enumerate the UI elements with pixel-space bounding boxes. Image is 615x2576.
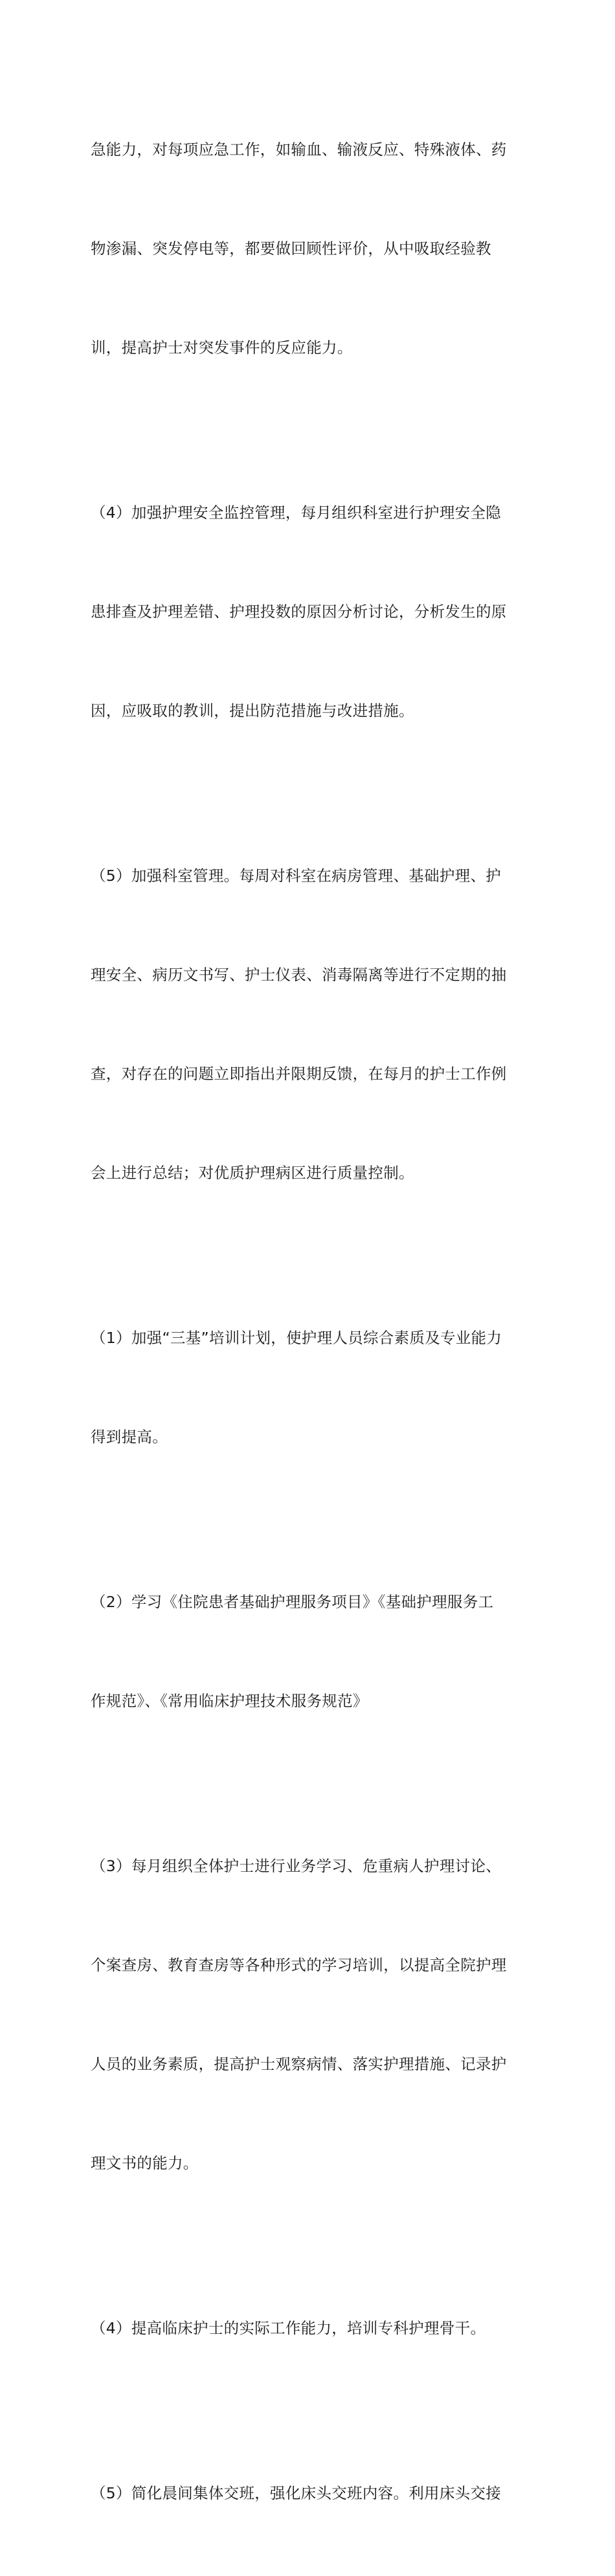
text-line: 作规范》、《常用临床护理技术服务规范》 <box>91 1692 368 1710</box>
text-line: 急能力，对每项应急工作，如输血、输液反应、特殊液体、药 <box>91 140 507 159</box>
text-line: 个案查房、教育查房等各种形式的学习培训，以提高全院护理 <box>91 1956 507 1974</box>
document-body <box>91 67 531 2576</box>
paragraph-emergency-review <box>91 67 531 430</box>
text-line: 查，对存在的问题立即指出并限期反馈，在每月的护士工作例 <box>91 1065 507 1083</box>
text-line: 理安全、病历文书写、护士仪表、消毒隔离等进行不定期的抽 <box>91 966 507 984</box>
paragraph-safety-monitoring <box>91 430 531 794</box>
paragraph-study-standards <box>91 1520 531 1784</box>
paragraph-three-basics-training <box>91 1256 531 1520</box>
text-line: 人员的业务素质，提高护士观察病情、落实护理措施、记录护 <box>91 2055 507 2073</box>
paragraph-monthly-learning <box>91 1784 531 2246</box>
text-line: 理文书的能力。 <box>91 2154 199 2172</box>
text-line: （4）加强护理安全监控管理，每月组织科室进行护理安全隐 <box>91 504 502 522</box>
text-line: 会上进行总结；对优质护理病区进行质量控制。 <box>91 1164 414 1182</box>
paragraph-department-management <box>91 794 531 1256</box>
paragraph-clinical-ability <box>91 2246 531 2411</box>
text-line: 物渗漏、突发停电等，都要做回顾性评价，从中吸取经验教 <box>91 239 491 258</box>
text-line: 因，应吸取的教训，提出防范措施与改进措施。 <box>91 702 414 720</box>
text-line: （5）加强科室管理。每周对科室在病房管理、基础护理、护 <box>91 867 502 885</box>
text-line: （5）简化晨间集体交班，强化床头交班内容。利用床头交接 <box>91 2484 502 2502</box>
text-line: 患排查及护理差错、护理投数的原因分析讨论，分析发生的原 <box>91 603 507 621</box>
text-line: 得到提高。 <box>91 1428 168 1446</box>
text-line: （2）学习《住院患者基础护理服务项目》《基础护理服务工 <box>91 1593 494 1611</box>
text-line: （1）加强“三基”培训计划，使护理人员综合素质及专业能力 <box>91 1329 502 1347</box>
text-line: （3）每月组织全体护士进行业务学习、危重病人护理讨论、 <box>91 1857 502 1875</box>
text-line: （4）提高临床护士的实际工作能力，培训专科护理骨干。 <box>91 2319 486 2337</box>
paragraph-shift-handover <box>91 2411 531 2576</box>
text-line: 训，提高护士对突发事件的反应能力。 <box>91 339 353 357</box>
